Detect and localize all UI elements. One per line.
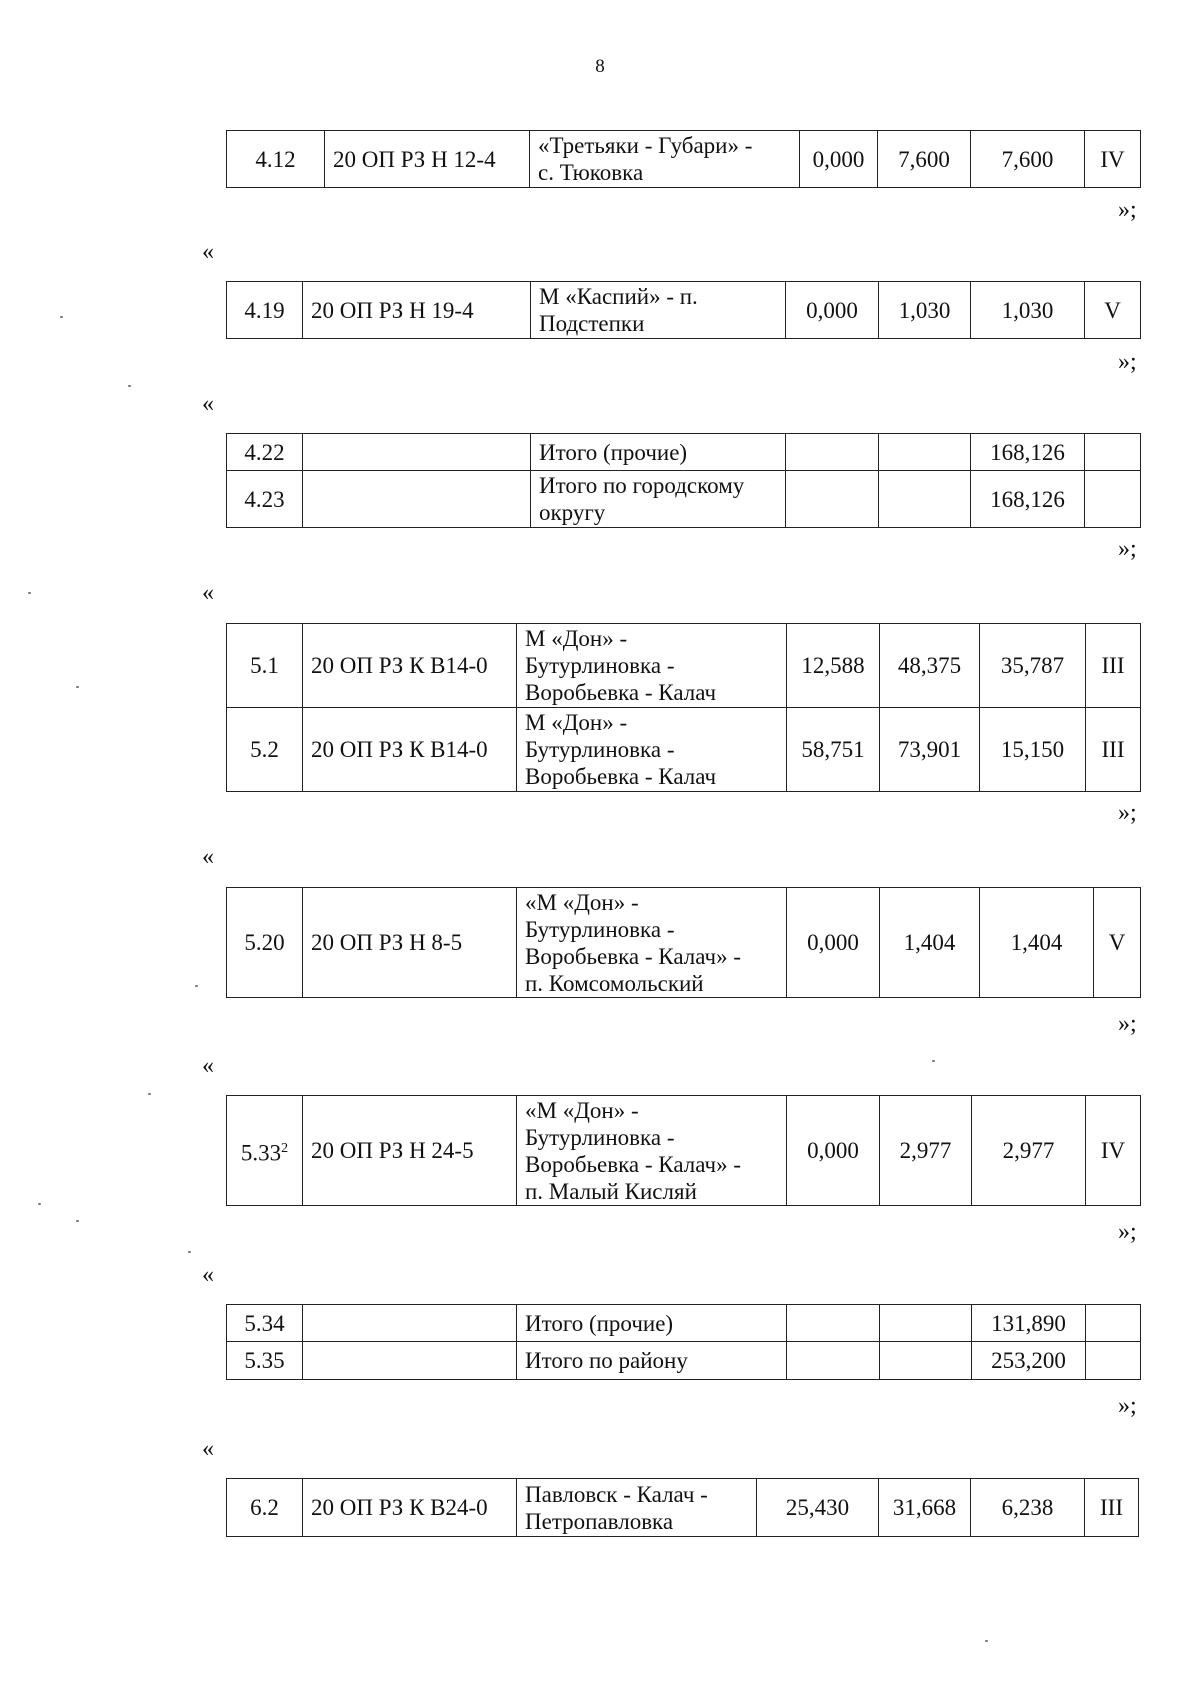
length-km: 168,126	[971, 434, 1085, 471]
road-category: V	[1085, 282, 1141, 339]
length-km: 35,787	[980, 624, 1086, 708]
length-km: 6,238	[971, 1479, 1085, 1537]
road-table-8	[226, 1478, 1139, 1537]
road-table-3	[226, 433, 1141, 528]
km-end	[880, 1342, 972, 1380]
road-name: «Третьяки - Губари» - с. Тюковка	[538, 133, 753, 185]
scan-speck	[932, 1060, 935, 1062]
road-code	[303, 1305, 517, 1342]
table-row	[227, 1305, 1141, 1342]
road-name: «М «Дон» - Бутурлиновка - Воробьевка - Калач» - п. Малый Кисляй	[525, 1097, 741, 1204]
km-end: 48,375	[880, 624, 980, 708]
road-name-cell	[517, 1479, 757, 1537]
road-category	[1085, 434, 1141, 471]
scan-speck	[195, 985, 198, 987]
table-row	[227, 131, 1141, 188]
road-category	[1086, 1342, 1141, 1380]
row-number: 4.12	[227, 131, 325, 188]
open-quote-5: «	[202, 844, 214, 870]
row-number: 4.23	[227, 471, 303, 528]
row-number: 5.2	[227, 708, 303, 792]
length-km: 2,977	[972, 1096, 1086, 1206]
km-end: 1,030	[879, 282, 971, 339]
road-name: Павловск - Калач - Петропавловка	[525, 1481, 708, 1534]
road-name-cell	[517, 1305, 787, 1342]
table-row	[227, 282, 1141, 339]
close-quote-2: »;	[1118, 349, 1137, 375]
road-name: Итого по району	[525, 1348, 688, 1373]
km-start: 58,751	[787, 708, 880, 792]
open-quote-3: «	[202, 391, 214, 417]
road-category: IV	[1086, 1096, 1141, 1206]
table-row	[227, 624, 1141, 708]
road-code	[303, 1342, 517, 1380]
km-end	[880, 1305, 972, 1342]
km-start: 0,000	[786, 282, 879, 339]
km-start: 0,000	[787, 1096, 880, 1206]
road-name-cell	[530, 131, 800, 188]
km-start: 25,430	[757, 1479, 879, 1537]
road-table-1	[226, 130, 1141, 188]
km-end: 2,977	[880, 1096, 972, 1206]
road-category: III	[1086, 708, 1141, 792]
table-row	[227, 471, 1141, 528]
road-code: 20 ОП РЗ К В24-0	[303, 1479, 517, 1537]
km-end: 7,600	[878, 131, 971, 188]
km-start	[787, 1305, 880, 1342]
road-code	[303, 471, 531, 528]
scan-speck	[148, 1093, 151, 1095]
road-code: 20 ОП РЗ Н 8-5	[303, 888, 517, 998]
road-name-cell	[517, 624, 787, 708]
open-quote-6: «	[202, 1053, 214, 1079]
open-quote-8: «	[202, 1436, 214, 1462]
road-code: 20 ОП РЗ Н 19-4	[303, 282, 531, 339]
km-start: 0,000	[787, 888, 880, 998]
road-category	[1085, 471, 1141, 528]
road-name: Итого (прочие)	[539, 439, 688, 465]
scan-speck	[128, 385, 131, 387]
km-start	[786, 471, 879, 528]
scan-speck	[985, 1640, 988, 1642]
road-name: Итого (прочие)	[525, 1310, 674, 1336]
road-name-cell	[517, 1342, 787, 1380]
close-quote-3: »;	[1118, 536, 1137, 562]
road-code	[303, 434, 531, 471]
km-end: 1,404	[880, 888, 980, 998]
row-number: 4.19	[227, 282, 303, 339]
row-number: 5.34	[227, 1305, 303, 1342]
length-km: 7,600	[971, 131, 1085, 188]
km-start: 0,000	[800, 131, 878, 188]
scan-speck	[38, 1203, 41, 1205]
page-number: 8	[595, 56, 605, 77]
road-name-cell	[517, 1096, 787, 1206]
road-code: 20 ОП РЗ К В14-0	[303, 708, 517, 792]
km-start	[787, 1342, 880, 1380]
row-number: 4.22	[227, 434, 303, 471]
road-name-cell	[517, 708, 787, 792]
road-code: 20 ОП РЗ Н 12-4	[325, 131, 530, 188]
length-km: 15,150	[980, 708, 1086, 792]
table-row	[227, 888, 1141, 998]
length-km: 1,030	[971, 282, 1085, 339]
road-category	[1086, 1305, 1141, 1342]
scan-speck	[76, 1220, 79, 1222]
road-table-4	[226, 623, 1141, 792]
row-number: 5.20	[227, 888, 303, 998]
close-quote-1: »;	[1118, 197, 1137, 223]
table-row	[227, 434, 1141, 471]
road-code: 20 ОП РЗ К В14-0	[303, 624, 517, 708]
open-quote-2: «	[202, 239, 214, 265]
table-row	[227, 1479, 1139, 1537]
close-quote-5: »;	[1118, 1011, 1137, 1037]
open-quote-7: «	[202, 1262, 214, 1288]
row-number-superscript: 2	[281, 1140, 289, 1156]
km-start	[786, 434, 879, 471]
length-km: 253,200	[972, 1342, 1086, 1380]
row-number: 5.33	[240, 1140, 282, 1166]
road-name-cell	[517, 888, 787, 998]
row-number: 6.2	[227, 1479, 303, 1537]
road-name: «М «Дон» - Бутурлиновка - Воробьевка - Калач» - п. Комсомольский	[525, 889, 741, 996]
road-category: IV	[1085, 131, 1141, 188]
road-table-6	[226, 1095, 1141, 1206]
scan-speck	[28, 592, 31, 594]
close-quote-6: »;	[1118, 1219, 1137, 1245]
road-table-2	[226, 281, 1141, 339]
road-name-cell	[531, 471, 786, 528]
road-name: М «Каспий» - п. Подстепки	[539, 284, 698, 336]
close-quote-7: »;	[1118, 1393, 1137, 1419]
km-end: 31,668	[879, 1479, 971, 1537]
km-end	[879, 434, 971, 471]
row-number-cell	[227, 1096, 303, 1206]
road-code: 20 ОП РЗ Н 24-5	[303, 1096, 517, 1206]
row-number: 5.35	[227, 1342, 303, 1380]
road-name: М «Дон» - Бутурлиновка - Воробьевка - Калач	[525, 710, 717, 789]
road-name: Итого по городскому округу	[539, 473, 745, 525]
km-end	[879, 471, 971, 528]
road-name-cell	[531, 282, 786, 339]
table-row	[227, 708, 1141, 792]
road-category: V	[1094, 888, 1141, 998]
scan-speck	[60, 316, 63, 318]
table-row	[227, 1096, 1141, 1206]
length-km: 1,404	[980, 888, 1094, 998]
road-category: III	[1085, 1479, 1139, 1537]
open-quote-4: «	[202, 580, 214, 606]
road-table-7	[226, 1304, 1141, 1380]
length-km: 131,890	[972, 1305, 1086, 1342]
km-end: 73,901	[880, 708, 980, 792]
road-table-5	[226, 887, 1141, 998]
road-name: М «Дон» - Бутурлиновка - Воробьевка - Калач	[525, 626, 717, 705]
length-km: 168,126	[971, 471, 1085, 528]
road-name-cell	[531, 434, 786, 471]
km-start: 12,588	[787, 624, 880, 708]
close-quote-4: »;	[1118, 800, 1137, 826]
scan-speck	[188, 1251, 191, 1253]
scan-speck	[76, 686, 79, 688]
row-number: 5.1	[227, 624, 303, 708]
table-row	[227, 1342, 1141, 1380]
road-category: III	[1086, 624, 1141, 708]
